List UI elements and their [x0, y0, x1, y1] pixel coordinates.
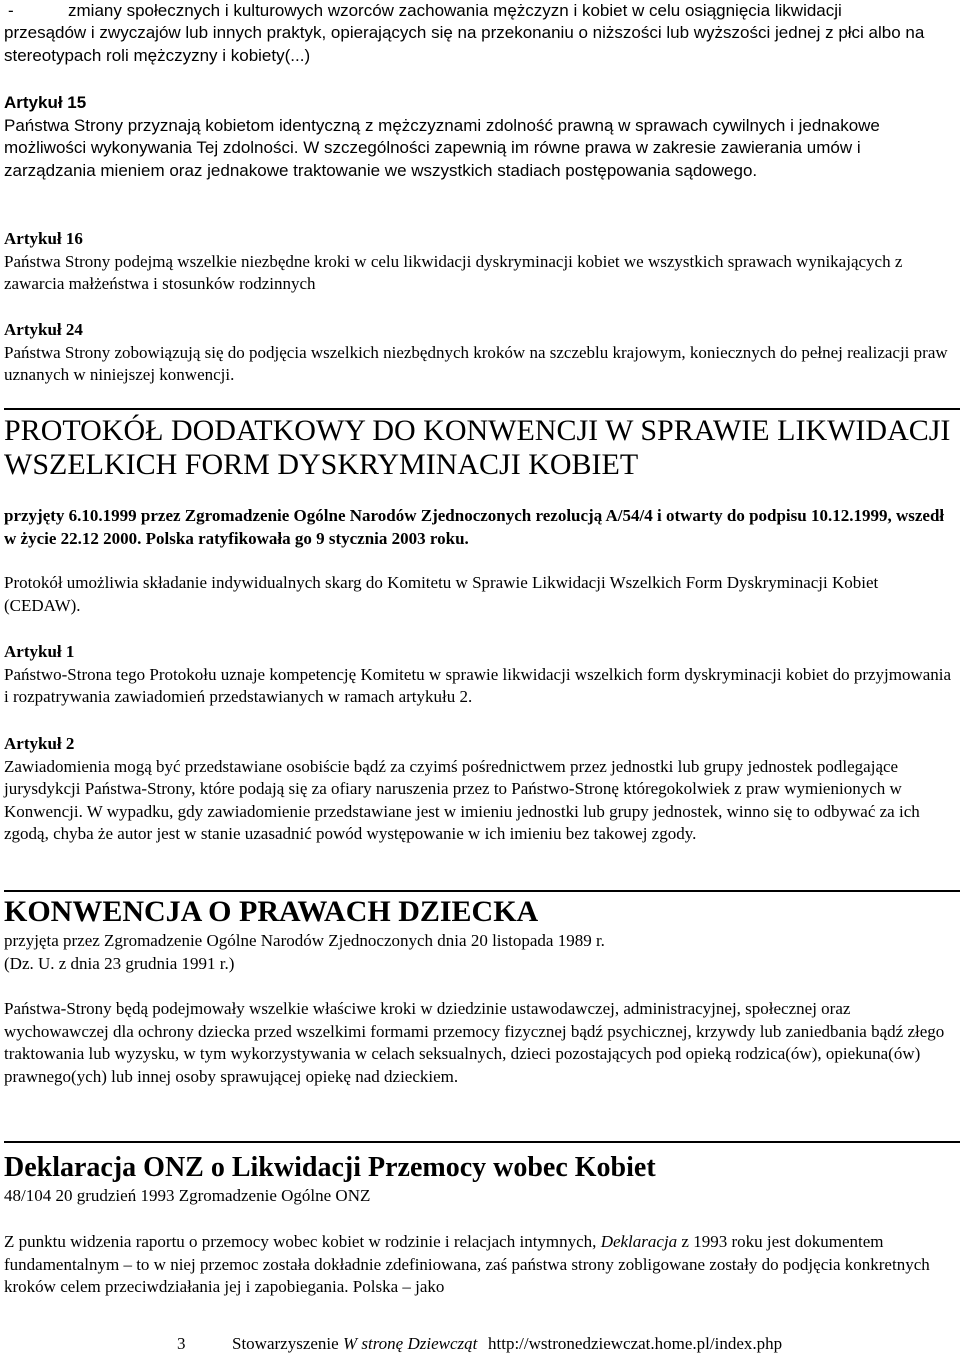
article-24-heading: Artykuł 24: [4, 320, 83, 339]
protocol-intro: Protokół umożliwia składanie indywidualnych skarg do Komitetu w Sprawie Likwidacji Wszelkich Form Dyskryminacji Kobiet (CEDAW).: [4, 573, 879, 615]
protocol-article-2-text: Zawiadomienia mogą być przedstawiane osobiście bądź za czyimś pośrednictwem przez jednostki lub grupy jednostek podlegające jurysdykcji Państwa-Strony, które podają się za ofiary naruszenia przez to Państwo-Stronę któregokolwiek z praw wymienionych w Konwencji. W wypadku, gdy zawiadomienie przedstawiane jest w imieniu jednostki lub grupy jednostek, winno się to odbywać za ich zgodą, chyba że autor jest w stanie uzasadnić powód występowanie w ich imieniu bez takowej zgody.: [4, 756, 920, 843]
crc-title: KONWENCJA O PRAWACH DZIECKA: [4, 895, 539, 928]
declaration-text-after: z 1993 roku jest dokumentem fundamentalnym – to w niej przemoc została dokładnie zdefiniowana, zaś państwa strony zobligowane zostały do podjęcia konkretnych kroków celem przeciwdziałania jej i zapobiegania. Polska – jako: [4, 1232, 930, 1296]
declaration-text-italic: Deklaracja: [600, 1232, 678, 1251]
protocol-adopted: przyjęty 6.10.1999 przez Zgromadzenie Ogólne Narodów Zjednoczonych rezolucją A/54/4 i otwarty do podpisu 10.12.1999, wszedł w życie 22.12 2000. Polska ratyfikowała go 9 stycznia 2003 roku.: [4, 506, 945, 548]
article-15: [4, 92, 952, 182]
protocol-article-2: [4, 733, 952, 846]
article-15-heading: Artykuł 15: [4, 93, 87, 112]
bullet-dash: -: [8, 1, 14, 20]
intro-continuation: przesądów i zwyczajów lub innych praktyk, opierających się na przekonaniu o niższości lub wyższości jednej z płci albo na stereotypach roli mężczyzny i kobiety(...): [4, 23, 925, 65]
protocol-article-1-text: Państwo-Strona tego Protokołu uznaje kompetencję Komitetu w sprawie likwidacji wszelkich form dyskryminacji kobiet do przyjmowania i rozpatrywania zawiadomień przedstawianych w ramach artykułu 2.: [4, 664, 952, 706]
declaration-subtitle: 48/104 20 grudzień 1993 Zgromadzenie Ogólne ONZ: [4, 1186, 371, 1205]
protocol-article-2-heading: Artykuł 2: [4, 734, 75, 753]
protocol-article-1-heading: Artykuł 1: [4, 642, 75, 661]
declaration-title: Deklaracja ONZ o Likwidacji Przemocy wobec Kobiet: [4, 1152, 656, 1183]
footer-url[interactable]: http://wstronedziewczat.home.pl/index.php: [488, 1334, 783, 1353]
divider-protocol: [4, 408, 960, 410]
declaration-text-before: Z punktu widzenia raportu o przemocy wobec kobiet w rodzinie i relacjach intymnych,: [4, 1232, 601, 1251]
divider-crc: [4, 890, 960, 892]
crc-text: Państwa-Strony będą podejmowały wszelkie właściwe kroki w dziedzinie ustawodawczej, administracyjnej, społecznej oraz wychowawczej dla ochrony dziecka przed wszelkimi formami przemocy fizycznej bądź psychicznej, krzywdy lub zaniedbania bądź złego traktowania lub wyzysku, w tym wykorzystywania w celach seksualnych, dzieci pozostających pod opieką rodzica(ów), opiekuna(ów) prawnego(ych) lub innej osoby sprawującej opiekę nad dzieckiem.: [4, 999, 945, 1086]
article-16-heading: Artykuł 16: [4, 229, 83, 248]
protocol-article-1: [4, 641, 952, 709]
protocol-title: PROTOKÓŁ DODATKOWY DO KONWENCJI W SPRAWIE LIKWIDACJI WSZELKICH FORM DYSKRYMINACJI KOBIET: [4, 414, 951, 481]
declaration-text: [4, 1231, 952, 1299]
divider-declaration: [4, 1141, 960, 1143]
footer-org-prefix: Stowarzyszenie: [232, 1334, 343, 1353]
article-16: [4, 228, 952, 296]
article-15-text: Państwa Strony przyznają kobietom identyczną z mężczyznami zdolność prawną w sprawach cywilnych i jednakowe możliwości wykonywania Tej zdolności. W szczególności zapewnią im równe prawa w zakresie zawierania umów i zarządzania mieniem oraz jednakowe traktowanie we wszystkich stadiach postępowania sądowego.: [4, 115, 880, 180]
crc-adopted-line1: przyjęta przez Zgromadzenie Ogólne Narodów Zjednoczonych dnia 20 listopada 1989 r.: [4, 931, 605, 950]
article-16-text: Państwa Strony podejmą wszelkie niezbędne kroki w celu likwidacji dyskryminacji kobiet we wszystkich sprawach wynikających z zawarcia małżeństwa i stosunków rodzinnych: [4, 251, 903, 293]
footer-org-italic: W stronę Dziewcząt: [342, 1334, 478, 1353]
article-24: [4, 319, 952, 387]
page-number: 3: [177, 1334, 186, 1353]
footer-organization: [232, 1333, 477, 1356]
crc-adopted-line2: (Dz. U. z dnia 23 grudnia 1991 r.): [4, 954, 235, 973]
article-24-text: Państwa Strony zobowiązują się do podjęcia wszelkich niezbędnych kroków na szczeblu krajowym, koniecznych do pełnej realizacji praw uznanych w niniejszej konwencji.: [4, 342, 948, 384]
intro-bullet-text: zmiany społecznych i kulturowych wzorców zachowania mężczyzn i kobiet w celu osiągnięcia likwidacji: [68, 1, 842, 20]
